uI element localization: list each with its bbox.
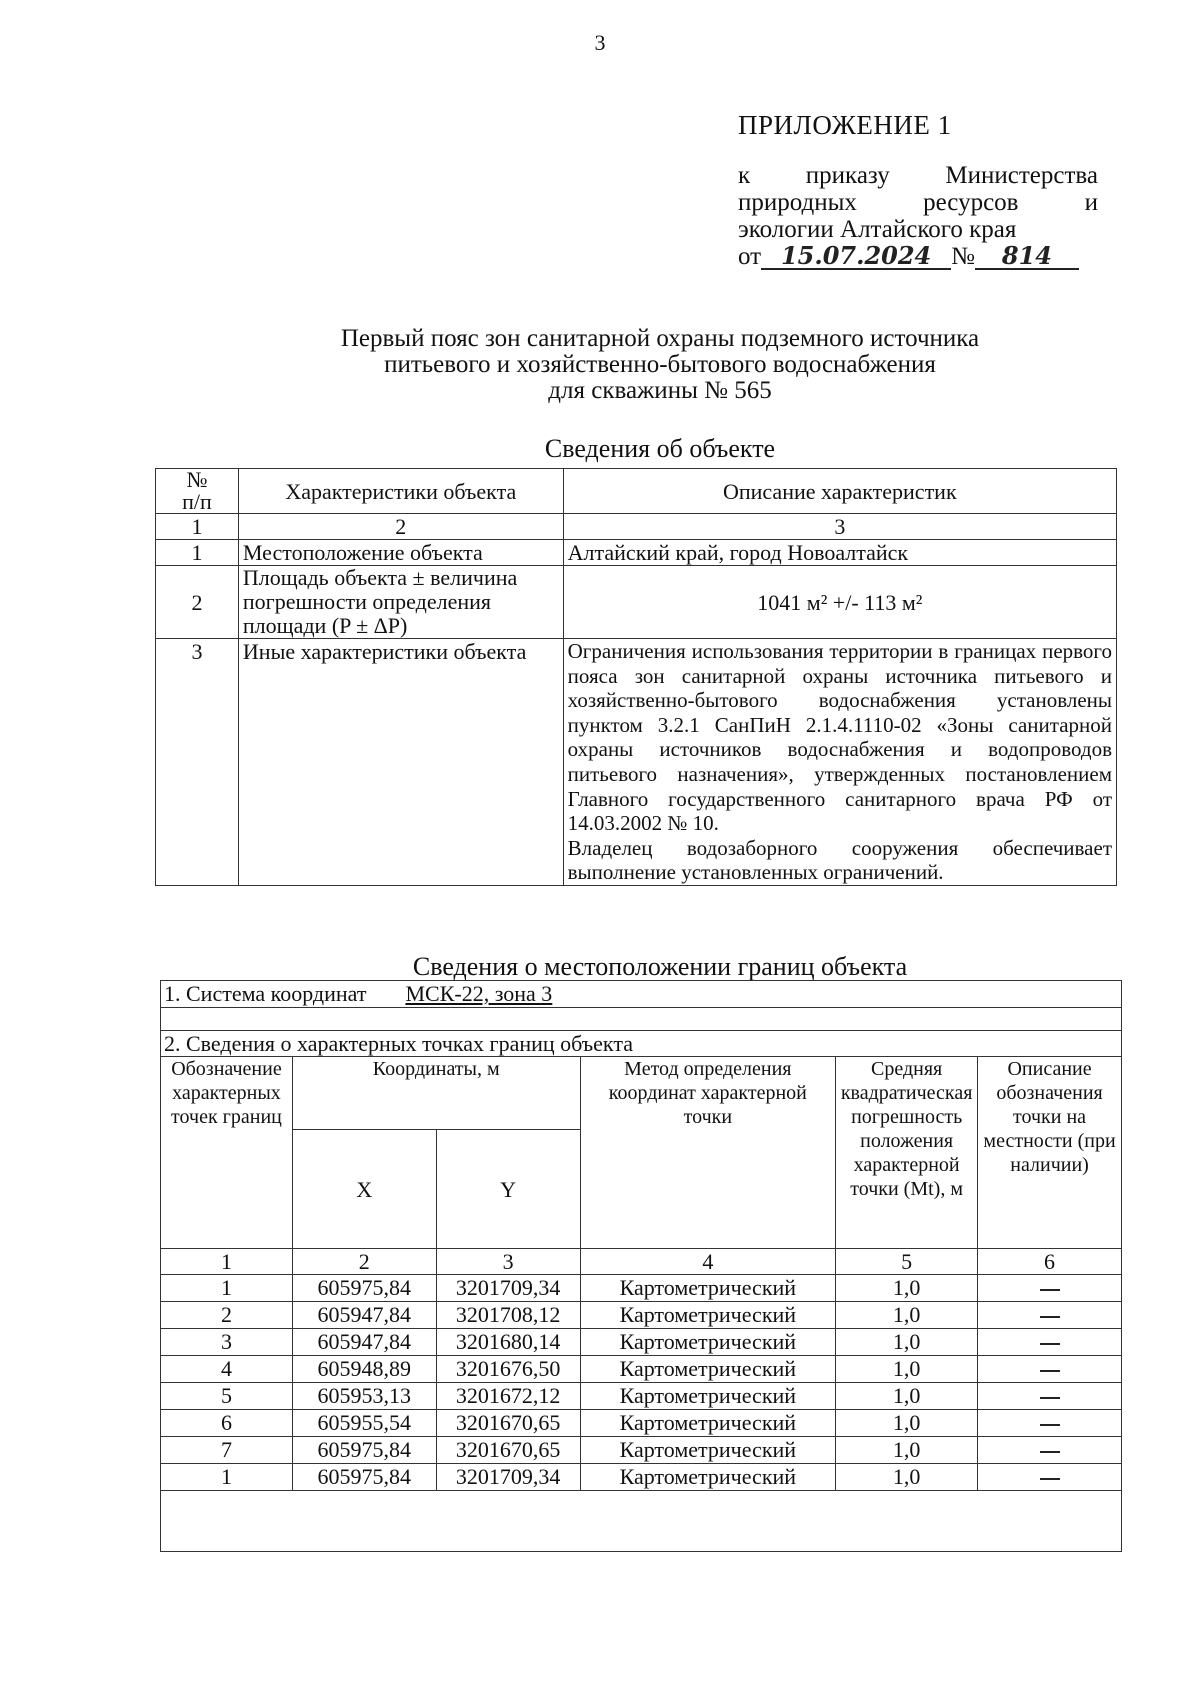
y-cell: 3201708,12 bbox=[436, 1302, 580, 1329]
index-cell: 3 bbox=[563, 514, 1116, 540]
ref-word: приказу bbox=[805, 162, 890, 189]
row-number: 2 bbox=[156, 566, 239, 639]
table-row bbox=[161, 1437, 1122, 1464]
table-index-row bbox=[156, 514, 1117, 540]
table-header-row bbox=[156, 469, 1117, 514]
description-cell bbox=[978, 1410, 1122, 1437]
ref-word: и bbox=[1084, 189, 1098, 216]
description-cell bbox=[978, 1464, 1122, 1491]
row-value: Алтайский край, город Новоалтайск bbox=[563, 540, 1116, 566]
coord-system-cell bbox=[161, 981, 1122, 1008]
row-value bbox=[563, 639, 1116, 886]
boundary-info-title: Сведения о местоположении границ объекта bbox=[412, 952, 908, 981]
document-title bbox=[0, 326, 1200, 404]
table-row bbox=[161, 1356, 1122, 1383]
dash-mark bbox=[1040, 1289, 1060, 1291]
table-row bbox=[161, 1410, 1122, 1437]
ref-word: к bbox=[738, 162, 751, 189]
dash-mark bbox=[1040, 1451, 1060, 1453]
method-cell: Картометрический bbox=[580, 1329, 836, 1356]
description-cell bbox=[978, 1437, 1122, 1464]
row-name: Местоположение объекта bbox=[238, 540, 563, 566]
x-cell: 605955,54 bbox=[292, 1410, 436, 1437]
description-cell bbox=[978, 1356, 1122, 1383]
title-line: Первый пояс зон санитарной охраны подземного источника bbox=[340, 325, 980, 352]
ref-word: природных bbox=[738, 189, 857, 216]
empty-footer-row bbox=[161, 1491, 1122, 1552]
header-description: Описание обозначения точки на местности (при наличии) bbox=[978, 1057, 1122, 1249]
header-method: Метод определения координат характерной точки bbox=[580, 1057, 836, 1249]
mt-cell: 1,0 bbox=[836, 1410, 978, 1437]
spacer-row bbox=[161, 1008, 1122, 1031]
ref-word: ресурсов bbox=[923, 189, 1019, 216]
x-cell: 605947,84 bbox=[292, 1329, 436, 1356]
page-number: 3 bbox=[594, 30, 606, 55]
table-row bbox=[161, 1302, 1122, 1329]
header-num-symbol: № bbox=[186, 467, 208, 492]
point-cell: 6 bbox=[161, 1410, 293, 1437]
row-name: Иные характеристики объекта bbox=[238, 639, 563, 886]
index-cell: 3 bbox=[436, 1249, 580, 1275]
coord-system-row bbox=[161, 981, 1122, 1008]
mt-cell: 1,0 bbox=[836, 1329, 978, 1356]
table-header-row bbox=[161, 1057, 1122, 1130]
appendix-ref-line-2 bbox=[738, 189, 1098, 216]
dash-mark bbox=[1040, 1478, 1060, 1480]
appendix-ref-line-1 bbox=[738, 162, 1098, 189]
object-info-title: Сведения об объекте bbox=[544, 434, 776, 463]
ref-word: Министерства bbox=[945, 162, 1098, 189]
y-cell: 3201676,50 bbox=[436, 1356, 580, 1383]
header-cell-description: Описание характеристик bbox=[563, 469, 1116, 514]
handwritten-number: 814 bbox=[975, 244, 1079, 270]
object-info-table bbox=[155, 468, 1117, 886]
method-cell: Картометрический bbox=[580, 1437, 836, 1464]
mt-cell: 1,0 bbox=[836, 1302, 978, 1329]
x-cell: 605975,84 bbox=[292, 1275, 436, 1302]
title-line: питьевого и хозяйственно-бытового водоснабжения bbox=[384, 351, 936, 378]
description-cell bbox=[978, 1329, 1122, 1356]
header-cell-characteristics: Характеристики объекта bbox=[238, 469, 563, 514]
appendix-ref-line-3: экологии Алтайского края bbox=[738, 216, 1017, 243]
index-cell: 2 bbox=[238, 514, 563, 540]
x-cell: 605975,84 bbox=[292, 1437, 436, 1464]
dash-mark bbox=[1040, 1316, 1060, 1318]
description-cell bbox=[978, 1275, 1122, 1302]
table-row bbox=[161, 1275, 1122, 1302]
coord-system-label: 1. Система координат bbox=[164, 981, 367, 1006]
row-value: 1041 м² +/- 113 м² bbox=[563, 566, 1116, 639]
y-cell: 3201670,65 bbox=[436, 1437, 580, 1464]
boundary-points-table bbox=[160, 980, 1122, 1552]
point-cell: 5 bbox=[161, 1383, 293, 1410]
y-cell: 3201672,12 bbox=[436, 1383, 580, 1410]
point-cell: 1 bbox=[161, 1275, 293, 1302]
dash-mark bbox=[1040, 1370, 1060, 1372]
header-x: X bbox=[292, 1130, 436, 1249]
table-row bbox=[156, 540, 1117, 566]
method-cell: Картометрический bbox=[580, 1464, 836, 1491]
number-sign: № bbox=[951, 243, 975, 270]
header-y: Y bbox=[436, 1130, 580, 1249]
dash-mark bbox=[1040, 1424, 1060, 1426]
description-cell bbox=[978, 1383, 1122, 1410]
restrictions-text: Ограничения использования территории в границах первого пояса зон санитарной охраны источника питьевого и хозяйственно-бытового водоснабжения установлены пунктом 3.2.1 СанПиН 2.1.4.1110-02 «Зоны санитарной охраны источников водоснабжения и водопроводов питьевого назначения», утвержденных постановлением Главного государственного санитарного врача РФ от 14.03.2002 № 10. bbox=[567, 639, 1112, 836]
point-cell: 2 bbox=[161, 1302, 293, 1329]
y-cell: 3201709,34 bbox=[436, 1464, 580, 1491]
method-cell: Картометрический bbox=[580, 1275, 836, 1302]
table-index-row bbox=[161, 1249, 1122, 1275]
table-row bbox=[161, 1464, 1122, 1491]
mt-cell: 1,0 bbox=[836, 1275, 978, 1302]
point-cell: 1 bbox=[161, 1464, 293, 1491]
date-prefix: от bbox=[738, 243, 762, 270]
x-cell: 605975,84 bbox=[292, 1464, 436, 1491]
header-designation: Обозначение характерных точек границ bbox=[161, 1057, 293, 1249]
row-number: 3 bbox=[156, 639, 239, 886]
index-cell: 6 bbox=[978, 1249, 1122, 1275]
dash-mark bbox=[1040, 1343, 1060, 1345]
description-cell bbox=[978, 1302, 1122, 1329]
index-cell: 1 bbox=[156, 514, 239, 540]
header-num-label: п/п bbox=[182, 489, 212, 514]
appendix-date-line bbox=[738, 243, 1098, 270]
title-line: для скважины № 565 bbox=[548, 377, 772, 404]
point-cell: 7 bbox=[161, 1437, 293, 1464]
row-number: 1 bbox=[156, 540, 239, 566]
method-cell: Картометрический bbox=[580, 1356, 836, 1383]
handwritten-date: 15.07.2024 bbox=[761, 244, 951, 270]
method-cell: Картометрический bbox=[580, 1410, 836, 1437]
mt-cell: 1,0 bbox=[836, 1437, 978, 1464]
header-cell-num bbox=[156, 469, 239, 514]
appendix-reference bbox=[738, 162, 1098, 270]
x-cell: 605947,84 bbox=[292, 1302, 436, 1329]
y-cell: 3201680,14 bbox=[436, 1329, 580, 1356]
x-cell: 605953,13 bbox=[292, 1383, 436, 1410]
mt-cell: 1,0 bbox=[836, 1356, 978, 1383]
dash-mark bbox=[1040, 1397, 1060, 1399]
header-error: Средняя квадратическая погрешность положения характерной точки (Mt), м bbox=[836, 1057, 978, 1249]
index-cell: 4 bbox=[580, 1249, 836, 1275]
method-cell: Картометрический bbox=[580, 1302, 836, 1329]
points-label-row bbox=[161, 1031, 1122, 1057]
owner-obligation-text: Владелец водозаборного сооружения обеспечивает выполнение установленных ограничений. bbox=[567, 835, 1112, 885]
method-cell: Картометрический bbox=[580, 1383, 836, 1410]
table-row bbox=[156, 639, 1117, 886]
table-row bbox=[156, 566, 1117, 639]
table-row bbox=[161, 1329, 1122, 1356]
point-cell: 3 bbox=[161, 1329, 293, 1356]
coord-system-value: МСК-22, зона 3 bbox=[405, 981, 553, 1006]
index-cell: 5 bbox=[836, 1249, 978, 1275]
table-row bbox=[161, 1383, 1122, 1410]
mt-cell: 1,0 bbox=[836, 1383, 978, 1410]
y-cell: 3201709,34 bbox=[436, 1275, 580, 1302]
y-cell: 3201670,65 bbox=[436, 1410, 580, 1437]
appendix-title: ПРИЛОЖЕНИЕ 1 bbox=[738, 110, 952, 140]
points-label: 2. Сведения о характерных точках границ объекта bbox=[161, 1031, 1122, 1057]
mt-cell: 1,0 bbox=[836, 1464, 978, 1491]
index-cell: 1 bbox=[161, 1249, 293, 1275]
header-coordinates: Координаты, м bbox=[292, 1057, 580, 1130]
index-cell: 2 bbox=[292, 1249, 436, 1275]
points-body bbox=[161, 1275, 1122, 1491]
x-cell: 605948,89 bbox=[292, 1356, 436, 1383]
row-name: Площадь объекта ± величина погрешности определения площади (P ± ΔP) bbox=[238, 566, 563, 639]
point-cell: 4 bbox=[161, 1356, 293, 1383]
